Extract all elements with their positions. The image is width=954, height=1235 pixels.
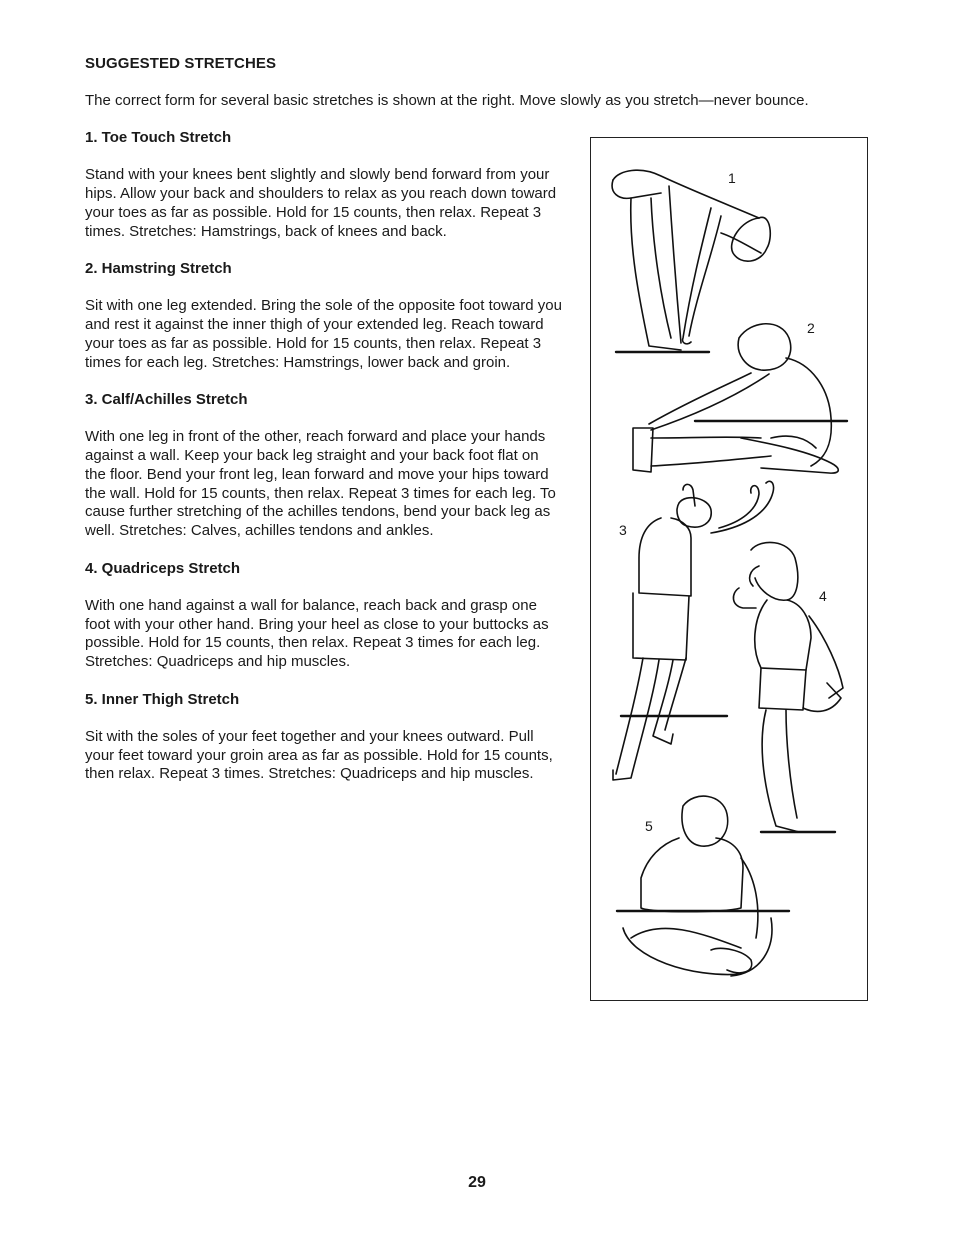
- figure-label-3: 3: [619, 522, 627, 538]
- toe-touch-figure: [612, 170, 770, 352]
- figure-label-2: 2: [807, 320, 815, 336]
- section-inner-thigh: [85, 691, 563, 785]
- section-body: Sit with one leg extended. Bring the sole of the opposite foot toward you and rest it against the inner thigh of your extended leg. Reach toward your toes as far as possible. Hold for 15 counts, then relax. Repeat 3 times for each leg. Stretches: Hamstrings, lower back and groin.: [85, 297, 562, 371]
- page-number: 29: [468, 1174, 486, 1191]
- section-toe-touch: [85, 129, 563, 241]
- section-body: With one leg in front of the other, reach forward and place your hands against a wall. Keep your back leg straight and your back foot flat on the floor. Bend your front leg, lean forward and move your hips toward the wall. Hold for 15 counts, then relax. Repeat 3 times for each leg. To cause further stretching of the achilles tendons, bend your back leg as well. Stretches: Calves, achilles tendons and ankles.: [85, 428, 556, 540]
- intro-paragraph: The correct form for several basic stretches is shown at the right. Move slowly as you stretch—never bounce.: [85, 92, 809, 109]
- section-title: 5. Inner Thigh Stretch: [85, 690, 240, 708]
- section-title: 2. Hamstring Stretch: [85, 259, 232, 277]
- figure-label-5: 5: [645, 818, 653, 834]
- section-body: With one hand against a wall for balance, reach back and grasp one foot with your other hand. Bring your heel as close to your buttocks as possible. Hold for 15 counts, then relax. Repeat 3 times for each leg. Stretches: Quadriceps and hip muscles.: [85, 596, 549, 671]
- figure-label-1: 1: [728, 170, 736, 186]
- quadriceps-figure: [733, 542, 843, 832]
- section-calf-achilles: [85, 391, 563, 541]
- page-heading: SUGGESTED STRETCHES: [85, 55, 277, 72]
- section-title: 4. Quadriceps Stretch: [85, 559, 241, 577]
- section-title: 3. Calf/Achilles Stretch: [85, 390, 248, 408]
- figure-label-4: 4: [819, 588, 827, 604]
- stretch-figures-illustration: [591, 138, 869, 1002]
- stretch-instructions: [85, 129, 563, 803]
- calf-achilles-figure: [613, 481, 774, 780]
- section-hamstring: [85, 260, 563, 372]
- stretch-illustration-panel: [590, 137, 868, 1001]
- section-quadriceps: [85, 560, 563, 672]
- section-body: Stand with your knees bent slightly and slowly bend forward from your hips. Allow your back and shoulders to relax as you reach down toward your toes as far as possible. Hold for 15 counts, then relax. Repeat 3 times. Stretches: Hamstrings, back of knees and back.: [85, 166, 557, 240]
- section-title: 1. Toe Touch Stretch: [85, 129, 232, 146]
- section-body: Sit with the soles of your feet together and your knees outward. Pull your feet toward your groin area as far as possible. Hold for 15 counts, then relax. Repeat 3 times. Stretches: Quadriceps and hip muscles.: [85, 727, 553, 783]
- inner-thigh-figure: [617, 796, 789, 976]
- hamstring-figure: [633, 324, 847, 473]
